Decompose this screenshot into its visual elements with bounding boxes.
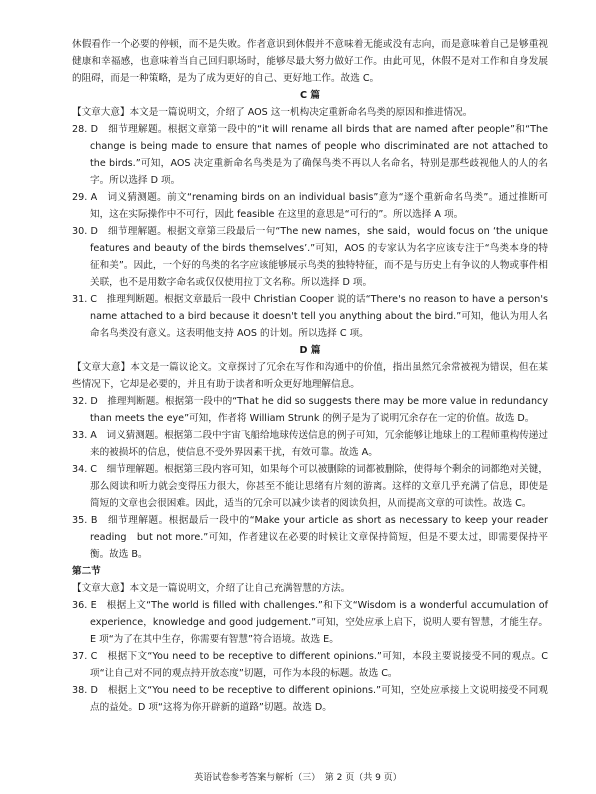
answer-page — [72, 36, 548, 716]
answer-paragraph: 34. C 细节理解题。根据第三段内容可知，如果每个可以被删除的词都被删除，使得每个剩余的词都绝对关键，那么阅读和听力就会变得压力很大，你甚至不能让思绪有片刻的游离。这样的文章几乎充满了信息，即使是简短的文章也会很困难。因此，适当的冗余可以减少读者的阅读负担，从而提高文章的可读性。故选 C。 — [72, 464, 548, 509]
answer-paragraph: 【文章大意】本文是一篇议论文。文章探讨了冗余在写作和沟通中的价值，指出虽然冗余常被视为错误，但在某些情况下，它却是必要的，并且有助于读者和听众更好地理解信息。 — [72, 362, 548, 390]
answer-paragraph: 38. D 根据上文“You need to be receptive to different opinions.”可知，空处应承接上文说明接受不同观点的益处。D 项“这将为你开辟新的道路”切题。故选 D。 — [72, 685, 548, 713]
answer-paragraph: 37. C 根据下文“You need to be receptive to different opinions.”可知，本段主要说接受不同的观点。C 项“让自己对不同的观点持开放态度”切题，可作为本段的标题。故选 C。 — [72, 651, 548, 679]
answer-paragraph: 【文章大意】本文是一篇说明文，介绍了 AOS 这一机构决定重新命名鸟类的原因和推进情况。 — [72, 107, 473, 118]
answer-paragraph: 35. B 细节理解题。根据最后一段中的“Make your article as short as necessary to keep your reader reading but not more.”可知，作者建议在必要的时候让文章保持简短，但是不要太过，即需要保持平衡。故选 B。 — [72, 515, 548, 560]
answer-paragraph: 30. D 细节理解题。根据文章第三段最后一句“The new names，she said，would focus on ‘the unique features and beauty of the birds themselves’.”可知，AOS 的专家认为名字应该专注于“鸟类本身的特征和美”。因此，一个好的鸟类的名字应该能够展示鸟类的独特特征，而不是与历史上有争议的人物或事件相关联，也不是用数字命名或仅仅使用拉丁文名称。所以选择 D 项。 — [72, 226, 549, 288]
answer-paragraph: 休假看作一个必要的停顿，而不是失败。作者意识到休假并不意味着无能或没有志向，而是意味着自己是够重视健康和幸福感，也意味着当自己回归职场时，能够尽最大努力做好工作。由此可见，休假不是对工作和自身发展的阻碍，而是一种策略，是为了成为更好的自己、更好地工作。故选 C。 — [72, 39, 548, 84]
section-heading: D 篇 — [299, 345, 321, 356]
part-heading: 第二节 — [72, 566, 101, 577]
answer-paragraph: 31. C 推理判断题。根据文章最后一段中 Christian Cooper 说的话“There's no reason to have a person's name attached to a bird because it doesn't tell you anything about the bird.”可知，他认为用人名命名鸟类没有意义。这表明他支持 AOS 的计划。所以选择 C 项。 — [72, 294, 548, 339]
section-heading: C 篇 — [300, 90, 320, 101]
answer-paragraph: 33. A 词义猜测题。根据第二段中宇宙飞船给地球传送信息的例子可知，冗余能够让地球上的工程师重构传递过来的被损坏的信息，使信息不受外界因素干扰，有效可靠。故选 A。 — [72, 430, 548, 458]
page-footer: 英语试卷参考答案与解析（三） 第 2 页（共 9 页） — [194, 773, 402, 783]
answer-paragraph: 32. D 推理判断题。根据第一段中的“That he did so suggests there may be more value in redundancy than meets the eye”可知，作者将 William Strunk 的例子是为了说明冗余存在一定的价值。故选 D。 — [72, 396, 548, 424]
answer-paragraph: 36. E 根据上文“The world is filled with challenges.”和下文“Wisdom is a wonderful accumulation of experience，knowledge and good judgement.”可知，空处应承上启下，说明人要有智慧，才能生存。E 项“为了在其中生存，你需要有智慧”符合语境。故选 E。 — [72, 600, 548, 645]
answer-paragraph: 【文章大意】本文是一篇说明文，介绍了让自己充满智慧的方法。 — [72, 583, 351, 594]
answer-paragraph: 29. A 词义猜测题。前文“renaming birds on an individual basis”意为“逐个重新命名鸟类”。通过推断可知，这在实际操作中不可行，因此 feasible 在这里的意思是“可行的”。所以选择 A 项。 — [72, 192, 548, 220]
answer-paragraph: 28. D 细节理解题。根据文章第一段中的“it will rename all birds that are named after people”和“The change is being made to ensure that names of people who discriminated are not attached to the birds.”可知，AOS 决定重新命名鸟类是为了确保鸟类不再以人名命名，特别是那些歧视他人的人的名字。所以选择 D 项。 — [72, 124, 548, 186]
